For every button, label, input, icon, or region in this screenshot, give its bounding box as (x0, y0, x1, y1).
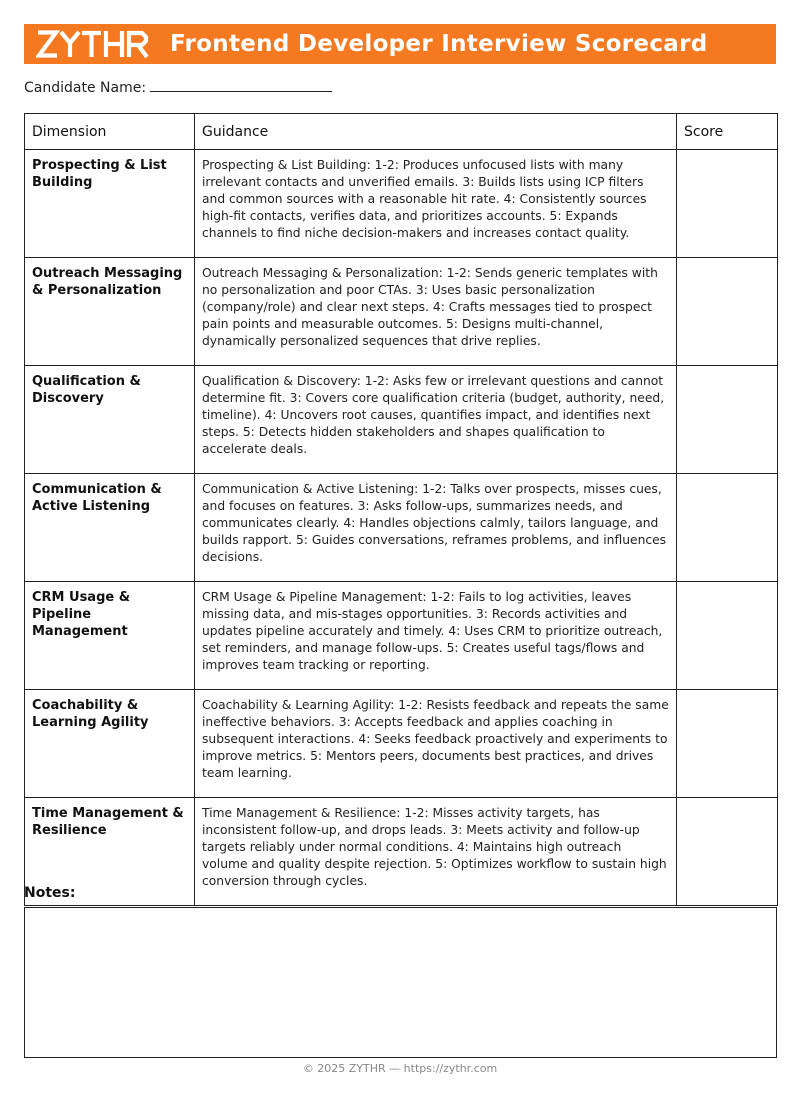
score-cell[interactable] (677, 798, 778, 906)
column-header-dimension: Dimension (25, 114, 195, 150)
dimension-cell: Time Management & Resilience (25, 798, 195, 906)
column-header-guidance: Guidance (195, 114, 677, 150)
guidance-cell: Time Management & Resilience: 1-2: Misses activity targets, has inconsistent follow-up, and drops leads. 3: Meets activity and follow-up targets reliably under normal conditions. 4: Maintains high outreach volume and quality despite rejection. 5: Optimizes workflow to sustain high conversion through cycles. (195, 798, 677, 906)
dimension-cell: Qualification & Discovery (25, 366, 195, 474)
guidance-cell: Outreach Messaging & Personalization: 1-2: Sends generic templates with no personalization and poor CTAs. 3: Uses basic personalization (company/role) and clear next steps. 4: Crafts messages tied to prospect pain points and measurable outcomes. 5: Designs multi-channel, dynamically personalized sequences that drive replies. (195, 258, 677, 366)
notes-box[interactable] (24, 907, 777, 1058)
notes-label: Notes: (24, 885, 76, 901)
score-cell[interactable] (677, 150, 778, 258)
candidate-name-line[interactable] (150, 77, 332, 92)
scorecard-table (24, 113, 778, 906)
guidance-cell: CRM Usage & Pipeline Management: 1-2: Fails to log activities, leaves missing data, and mis-stages opportunities. 3: Records activities and updates pipeline accurately and timely. 4: Uses CRM to prioritize outreach, set reminders, and manage follow-ups. 5: Creates useful tags/flows and improves team tracking or reporting. (195, 582, 677, 690)
zythr-logo (36, 29, 150, 59)
guidance-cell: Coachability & Learning Agility: 1-2: Resists feedback and repeats the same ineffective behaviors. 3: Accepts feedback and applies coaching in subsequent interactions. 4: Seeks feedback proactively and experiments to improve metrics. 5: Mentors peers, documents best practices, and drives team learning. (195, 690, 677, 798)
score-cell[interactable] (677, 366, 778, 474)
table-row (25, 150, 778, 258)
table-row (25, 258, 778, 366)
column-header-score: Score (677, 114, 778, 150)
score-cell[interactable] (677, 582, 778, 690)
score-cell[interactable] (677, 258, 778, 366)
guidance-cell: Communication & Active Listening: 1-2: Talks over prospects, misses cues, and focuses on features. 3: Asks follow-ups, summarizes needs, and communicates clearly. 4: Handles objections calmly, tailors language, and builds rapport. 5: Guides conversations, reframes problems, and influences decisions. (195, 474, 677, 582)
table-row (25, 366, 778, 474)
dimension-cell: CRM Usage & Pipeline Management (25, 582, 195, 690)
dimension-cell: Outreach Messaging & Personalization (25, 258, 195, 366)
table-row (25, 690, 778, 798)
candidate-name-label: Candidate Name: (24, 80, 147, 96)
score-cell[interactable] (677, 690, 778, 798)
table-row (25, 798, 778, 906)
page-title: Frontend Developer Interview Scorecard (170, 31, 708, 57)
candidate-name-field (24, 77, 332, 96)
table-row (25, 474, 778, 582)
footer: © 2025 ZYTHR — https://zythr.com (302, 1062, 498, 1075)
dimension-cell: Communication & Active Listening (25, 474, 195, 582)
header-bar (24, 24, 776, 64)
dimension-cell: Prospecting & List Building (25, 150, 195, 258)
table-header-row (25, 114, 778, 150)
score-cell[interactable] (677, 474, 778, 582)
guidance-cell: Prospecting & List Building: 1-2: Produces unfocused lists with many irrelevant contacts and unverified emails. 3: Builds lists using ICP filters and common sources with a reasonable hit rate. 4: Consistently sources high-fit contacts, verifies data, and prioritizes accounts. 5: Expands channels to find niche decision-makers and increases contact quality. (195, 150, 677, 258)
table-row (25, 582, 778, 690)
dimension-cell: Coachability & Learning Agility (25, 690, 195, 798)
guidance-cell: Qualification & Discovery: 1-2: Asks few or irrelevant questions and cannot determine fit. 3: Covers core qualification criteria (budget, authority, need, timeline). 4: Uncovers root causes, quantifies impact, and identifies next steps. 5: Detects hidden stakeholders and shapes qualification to accelerate deals. (195, 366, 677, 474)
